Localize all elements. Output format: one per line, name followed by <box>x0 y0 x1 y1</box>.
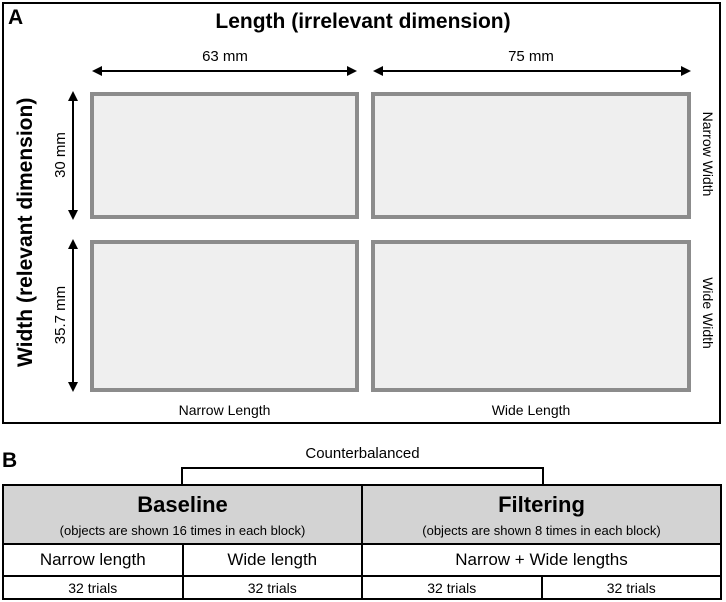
object-wide-length-wide-width <box>371 240 691 392</box>
design-table <box>2 484 722 600</box>
length-dimension-title: Length (irrelevant dimension) <box>215 10 511 33</box>
baseline-narrow-condition: Narrow length <box>3 544 183 576</box>
baseline-narrow-trials: 32 trials <box>3 576 183 599</box>
object-narrow-length-narrow-width <box>90 92 359 219</box>
width-dimension-title: Width (relevant dimension) <box>14 97 37 367</box>
length-narrow-measure: 63 mm <box>202 48 248 65</box>
baseline-wide-trials: 32 trials <box>183 576 363 599</box>
wide-length-label: Wide Length <box>491 402 571 418</box>
filtering-subtitle: (objects are shown 8 times in each block) <box>422 522 661 538</box>
filtering-condition: Narrow + Wide lengths <box>362 544 721 576</box>
baseline-header <box>3 485 362 544</box>
filtering-trials-2: 32 trials <box>542 576 722 599</box>
width-narrow-measure: 30 mm <box>52 132 69 178</box>
baseline-wide-condition: Wide length <box>183 544 363 576</box>
length-wide-measure: 75 mm <box>508 48 554 65</box>
narrow-length-label: Narrow Length <box>178 402 271 418</box>
panel-a-label: A <box>8 6 24 29</box>
counterbalanced-bracket <box>182 468 543 484</box>
object-wide-length-narrow-width <box>371 92 691 219</box>
width-wide-measure: 35.7 mm <box>52 285 69 345</box>
counterbalanced-label: Counterbalanced <box>305 445 420 462</box>
baseline-subtitle: (objects are shown 16 times in each block) <box>59 522 306 538</box>
baseline-title: Baseline <box>137 491 228 517</box>
filtering-title: Filtering <box>498 491 585 517</box>
filtering-header <box>362 485 721 544</box>
wide-width-label: Wide Width <box>700 277 716 349</box>
object-narrow-length-wide-width <box>90 240 359 392</box>
filtering-trials-1: 32 trials <box>362 576 542 599</box>
panel-b-label: B <box>2 449 18 472</box>
narrow-width-label: Narrow Width <box>700 111 716 197</box>
